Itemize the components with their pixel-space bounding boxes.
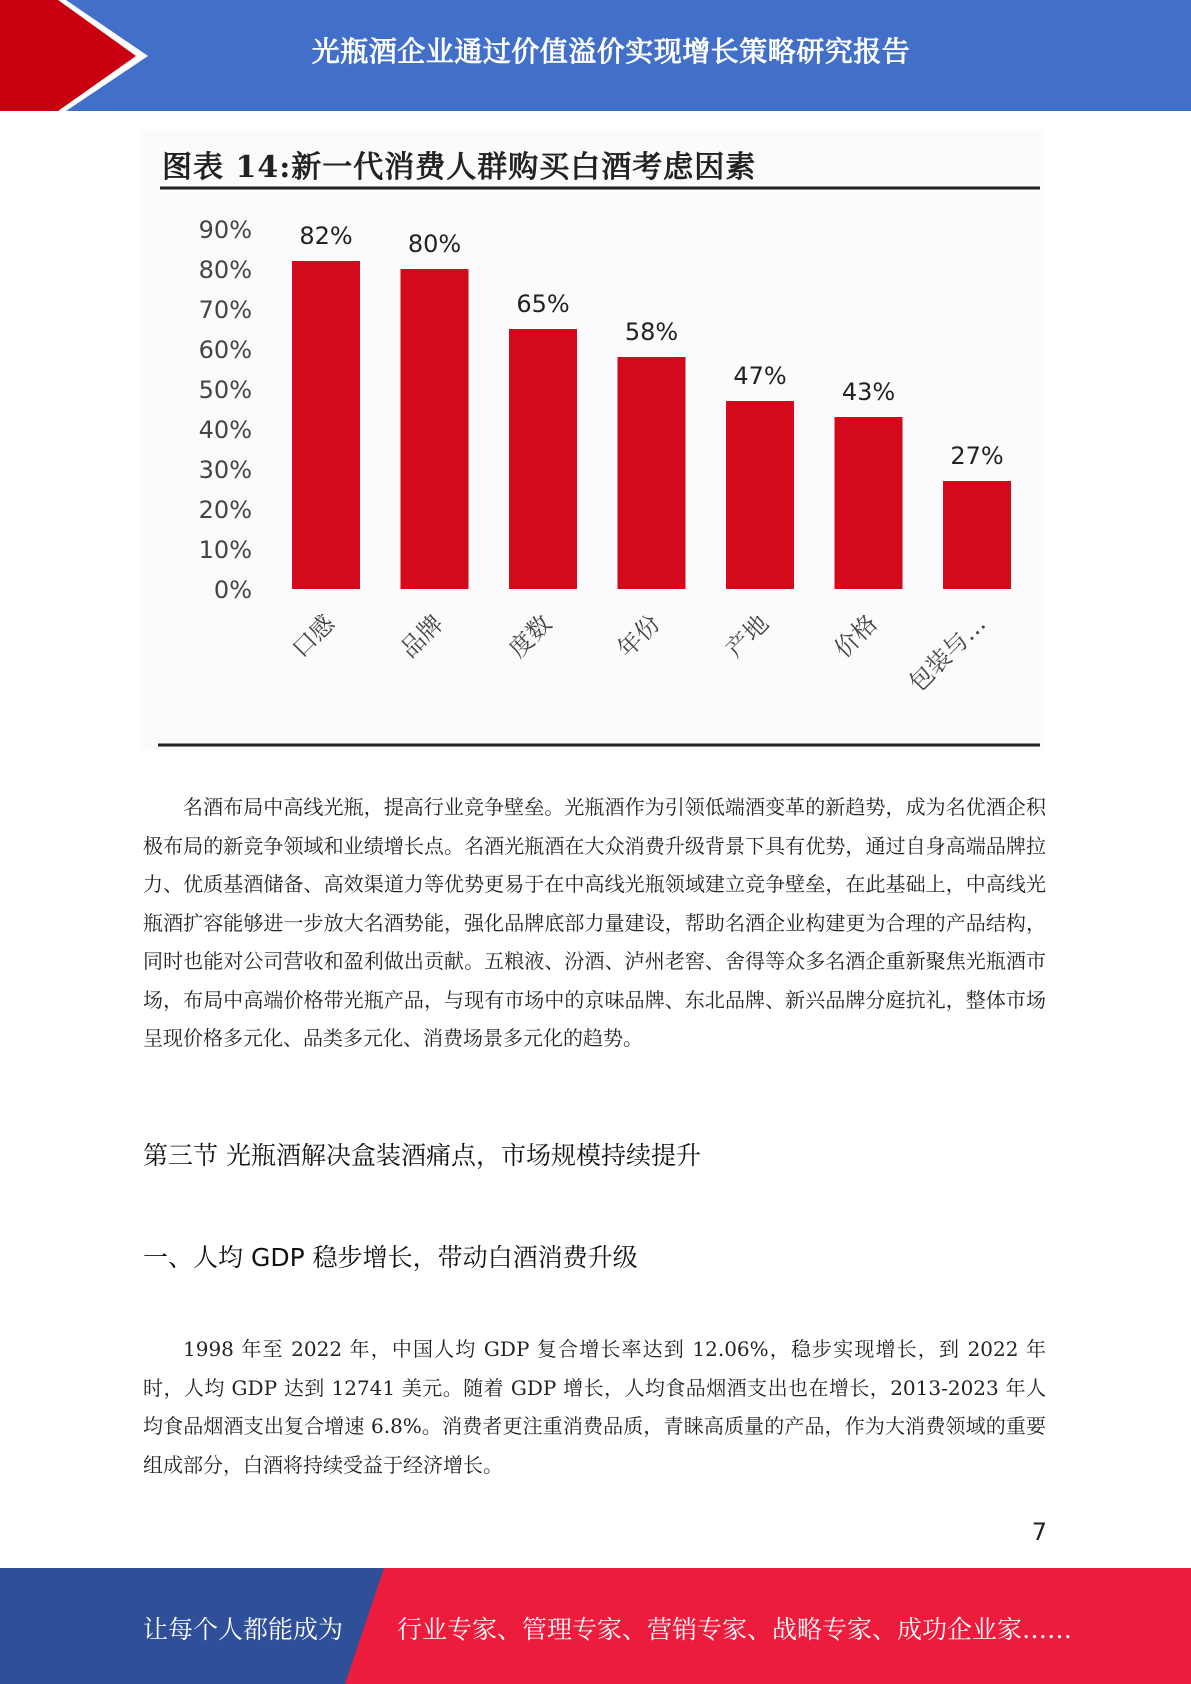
data-label: 43% xyxy=(841,378,896,406)
bar xyxy=(835,417,903,589)
data-label: 58% xyxy=(624,318,679,346)
page-number: 7 xyxy=(1031,1518,1047,1546)
data-label: 82% xyxy=(299,222,353,250)
y-tick-label: 0% xyxy=(213,576,252,604)
page-header xyxy=(0,0,1191,111)
y-tick-label: 90% xyxy=(198,216,252,244)
category-label: 品牌 xyxy=(395,609,449,664)
data-label: 47% xyxy=(733,362,787,390)
category-label: 产地 xyxy=(720,609,775,664)
body-paragraph-1: 名酒布局中高线光瓶，提高行业竞争壁垒。光瓶酒作为引领低端酒变革的新趋势，成为名优酒企积极布局的新竞争领域和业绩增长点。名酒光瓶酒在大众消费升级背景下具有优势，通过自身高端品牌拉力、优质基酒储备、高效渠道力等优势更易于在中高线光瓶领域建立竞争壁垒，在此基础上，中高线光瓶酒扩容能够进一步放大名酒势能，强化品牌底部力量建设，帮助名酒企业构建更为合理的产品结构，同时也能对公司营收和盈利做出贡献。五粮液、汾酒、泸州老窖、舍得等众多名酒企重新聚焦光瓶酒市场，布局中高端价格带光瓶产品，与现有市场中的京味品牌、东北品牌、新兴品牌分庭抗礼，整体市场呈现价格多元化、品类多元化、消费场景多元化的趋势。 xyxy=(143,795,1046,1050)
bar-chart xyxy=(140,130,1043,750)
y-tick-label: 80% xyxy=(198,256,252,284)
bar xyxy=(618,357,686,589)
data-label: 80% xyxy=(407,230,462,258)
footer-slogan-right: 行业专家、管理专家、营销专家、战略专家、成功企业家…… xyxy=(397,1615,1073,1644)
chart-title: 图表 14:新一代消费人群购买白酒考虑因素 xyxy=(162,150,757,185)
body-paragraph-2: 1998 年至 2022 年，中国人均 GDP 复合增长率达到 12.06%，稳步实现增长，到 2022 年时，人均 GDP 达到 12741 美元。随着 GDP 增长，人均食品烟酒支出也在增长，2013-2023 年人均食品烟酒支出复合增速 6.8%。消费者更注重消费品质，青睐高质量的产品，作为大消费领域的重要组成部分，白酒将持续受益于经济增长。 xyxy=(143,1337,1046,1477)
bar xyxy=(943,481,1011,589)
sub-heading: 一、人均 GDP 稳步增长，带动白酒消费升级 xyxy=(143,1243,638,1272)
category-label: 年份 xyxy=(612,609,666,664)
category-label: 口感 xyxy=(286,609,341,664)
footer-slogan-left: 让每个人都能成为 xyxy=(143,1615,344,1644)
bar xyxy=(726,401,794,589)
chart-figure xyxy=(140,130,1043,750)
category-label: 价格 xyxy=(829,609,883,664)
y-tick-label: 60% xyxy=(198,336,252,364)
bar xyxy=(401,269,469,589)
bar xyxy=(509,329,577,589)
category-label: 包装与… xyxy=(903,609,992,698)
data-label: 65% xyxy=(516,290,570,318)
y-tick-label: 50% xyxy=(198,376,252,404)
y-tick-label: 70% xyxy=(198,296,252,324)
report-title: 光瓶酒企业通过价值溢价实现增长策略研究报告 xyxy=(311,35,911,68)
data-label: 27% xyxy=(950,442,1004,470)
page-footer xyxy=(0,1568,1191,1684)
y-tick-label: 30% xyxy=(198,456,252,484)
bar xyxy=(292,261,360,589)
y-tick-label: 20% xyxy=(198,496,252,524)
y-tick-label: 40% xyxy=(198,416,252,444)
section-heading: 第三节 光瓶酒解决盒装酒痛点，市场规模持续提升 xyxy=(143,1141,701,1170)
category-label: 度数 xyxy=(503,609,558,664)
y-tick-label: 10% xyxy=(198,536,252,564)
